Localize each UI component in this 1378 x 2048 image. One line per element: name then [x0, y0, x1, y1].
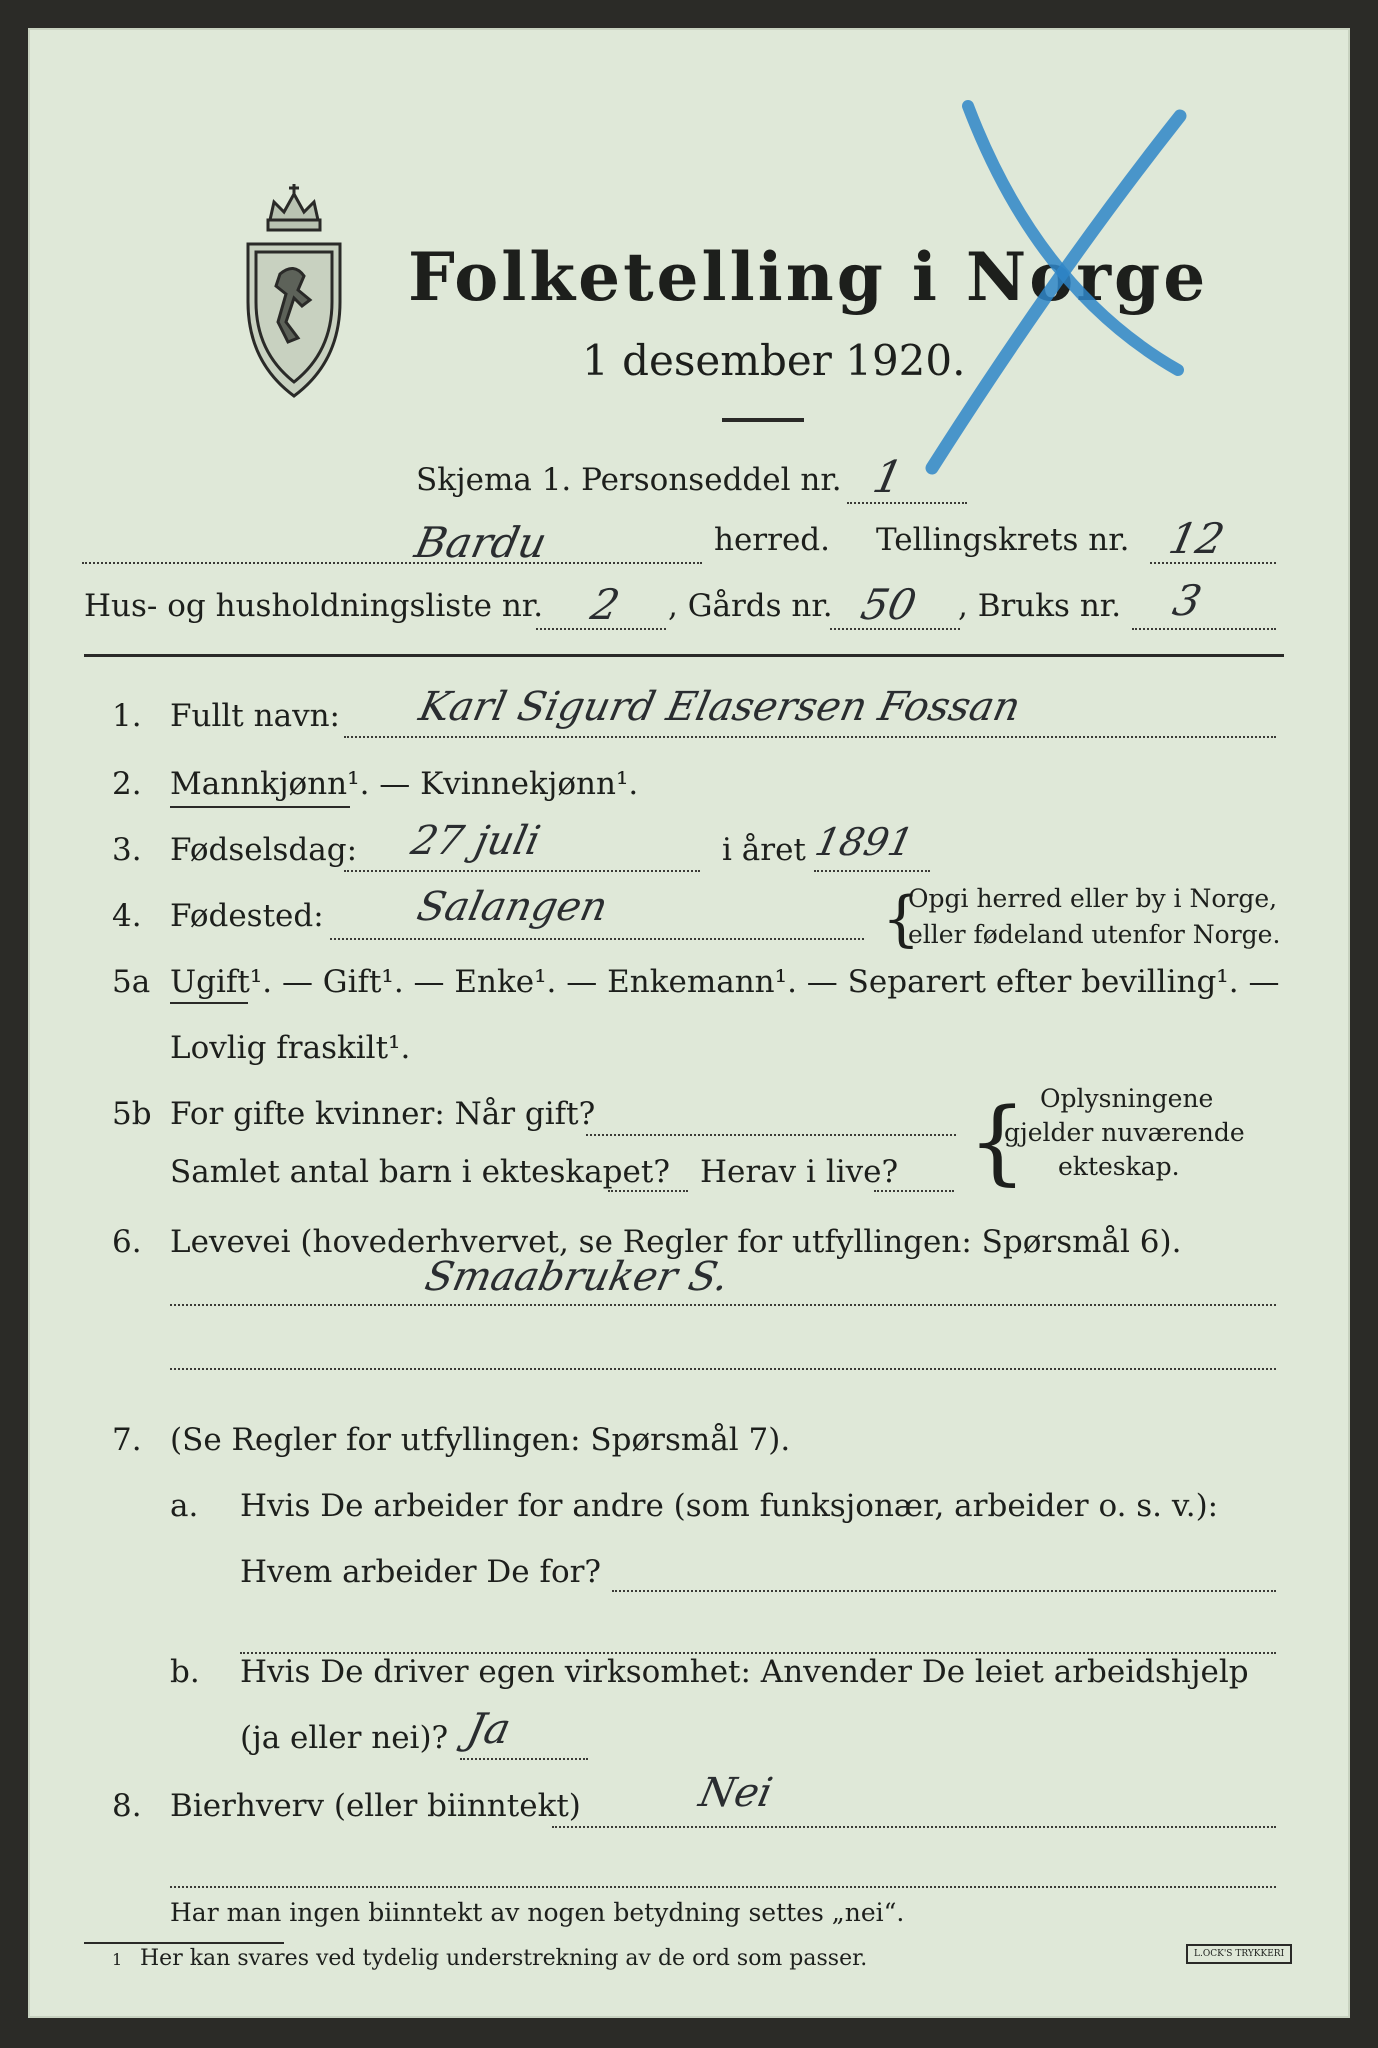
q7a-line1: Hvis De arbeider for andre (som funksjonær, arbeider o. s. v.): — [240, 1488, 1219, 1524]
husholdningsliste-value: 2 — [586, 580, 624, 629]
q5a-marital-options-cont: Lovlig fraskilt¹. — [170, 1030, 411, 1066]
printer-stamp: L.OCK'S TRYKKERI — [1186, 1944, 1292, 1964]
q4-birthplace-value: Salangen — [413, 884, 612, 930]
gards-value: 50 — [856, 580, 921, 629]
q7b-line1: Hvis De driver egen virksomhet: Anvender De leiet arbeidshjelp — [240, 1654, 1249, 1690]
schema-field-line — [847, 502, 967, 504]
q3-label: Fødselsdag: — [170, 832, 358, 868]
q3-year-field-line — [814, 870, 930, 872]
q3-birthday-value: 27 juli — [407, 818, 545, 864]
q6-label: Levevei (hovederhvervet, se Regler for utfyllingen: Spørsmål 6). — [170, 1224, 1182, 1260]
q4-note-line2: eller fødeland utenfor Norge. — [908, 920, 1281, 949]
q3-number: 3. — [112, 832, 142, 868]
q7-label: (Se Regler for utfyllingen: Spørsmål 7). — [170, 1422, 791, 1458]
q7a-letter: a. — [170, 1488, 199, 1524]
q5b-note-line1: Oplysningene — [1040, 1084, 1214, 1113]
gards-label-text: , Gårds nr. — [668, 588, 833, 624]
q8-number: 8. — [112, 1788, 142, 1824]
footnote-marker: 1 — [112, 1950, 123, 1969]
q5b-number: 5b — [112, 1096, 152, 1132]
husholdningsliste-label: Hus- og husholdningsliste nr. — [84, 588, 544, 624]
header-divider-rule — [84, 654, 1284, 657]
q2-mannkjonn-underline — [170, 806, 350, 808]
q5b-married-field-line — [586, 1134, 956, 1136]
q5b-married-label: For gifte kvinner: Når gift? — [170, 1096, 596, 1132]
q2-number: 2. — [112, 766, 142, 802]
q5b-alive-field-line — [874, 1190, 954, 1192]
footnote-divider — [84, 1942, 284, 1944]
q5a-ugift-underline — [170, 1002, 248, 1004]
blue-cross-mark — [878, 70, 1218, 490]
footnote-text: Her kan svares ved tydelig understrekning av de ord som passer. — [140, 1946, 868, 1971]
census-date: 1 desember 1920. — [582, 336, 966, 385]
tellingskrets-value: 12 — [1164, 514, 1229, 563]
census-form-sheet — [28, 28, 1350, 2018]
bruks-label: , Bruks nr. — [958, 588, 1122, 624]
q5b-note-line2: gjelder nuværende — [1004, 1118, 1245, 1147]
bruks-value: 3 — [1168, 576, 1206, 625]
q7b-answer-value: Ja — [462, 1704, 516, 1753]
q7a-line2: Hvem arbeider De for? — [240, 1554, 602, 1590]
q7a-field-line-1 — [612, 1590, 1276, 1592]
q5b-note-line3: ekteskap. — [1058, 1152, 1180, 1181]
q4-field-line — [330, 938, 864, 940]
q1-full-name-value: Karl Sigurd Elasersen Fossan — [415, 684, 1025, 730]
q7b-letter: b. — [170, 1654, 200, 1690]
q3-birth-year-value: 1891 — [811, 820, 918, 864]
q8-note: Har man ingen biinntekt av nogen betydning settes „nei“. — [170, 1898, 905, 1927]
q5a-number: 5a — [112, 964, 151, 1000]
q3-year-label: i året — [722, 832, 806, 868]
q2-gender-options: Mannkjønn¹. — Kvinnekjønn¹. — [170, 766, 639, 802]
q1-label: Fullt navn: — [170, 698, 340, 734]
q5b-children-label: Samlet antal barn i ekteskapet? — [170, 1154, 670, 1190]
q5b-children-field-line — [608, 1190, 688, 1192]
q8-field-line-1 — [552, 1826, 1276, 1828]
q6-number: 6. — [112, 1224, 142, 1260]
herred-field-line — [82, 562, 702, 564]
tellingskrets-label: Tellingskrets nr. — [876, 522, 1130, 558]
bruks-field-line — [1132, 628, 1276, 630]
q4-note-line1: Opgi herred eller by i Norge, — [908, 884, 1278, 913]
title-divider — [722, 418, 804, 422]
q1-field-line — [344, 736, 1276, 738]
herred-value: Bardu — [410, 518, 552, 567]
q6-occupation-value: Smaabruker S. — [421, 1254, 733, 1300]
q4-number: 4. — [112, 898, 142, 934]
schema-number-value: 1 — [868, 452, 908, 503]
q3-field-line — [344, 870, 700, 872]
q6-field-line-2 — [170, 1368, 1276, 1370]
q7b-field-line — [460, 1758, 588, 1760]
q8-field-line-2 — [170, 1886, 1276, 1888]
herred-label: herred. — [714, 522, 830, 558]
norway-coat-of-arms-emblem — [240, 182, 348, 404]
q7-number: 7. — [112, 1422, 142, 1458]
q7b-line2: (ja eller nei)? — [240, 1720, 449, 1756]
q4-brace: { — [882, 884, 921, 954]
q6-field-line-1 — [170, 1304, 1276, 1306]
q4-label: Fødested: — [170, 898, 324, 934]
q5b-brace: { — [968, 1088, 1027, 1195]
schema-label: Skjema 1. Personseddel nr. — [416, 462, 842, 498]
q8-label: Bierhverv (eller biinntekt) — [170, 1788, 581, 1824]
q1-number: 1. — [112, 698, 142, 734]
q5a-marital-options: Ugift¹. — Gift¹. — Enke¹. — Enkemann¹. — Separert efter bevilling¹. — — [170, 964, 1280, 1000]
q8-side-income-value: Nei — [695, 1770, 777, 1816]
form-title: Folketelling i Norge — [408, 238, 1209, 316]
q5b-alive-label: Herav i live? — [700, 1154, 899, 1190]
